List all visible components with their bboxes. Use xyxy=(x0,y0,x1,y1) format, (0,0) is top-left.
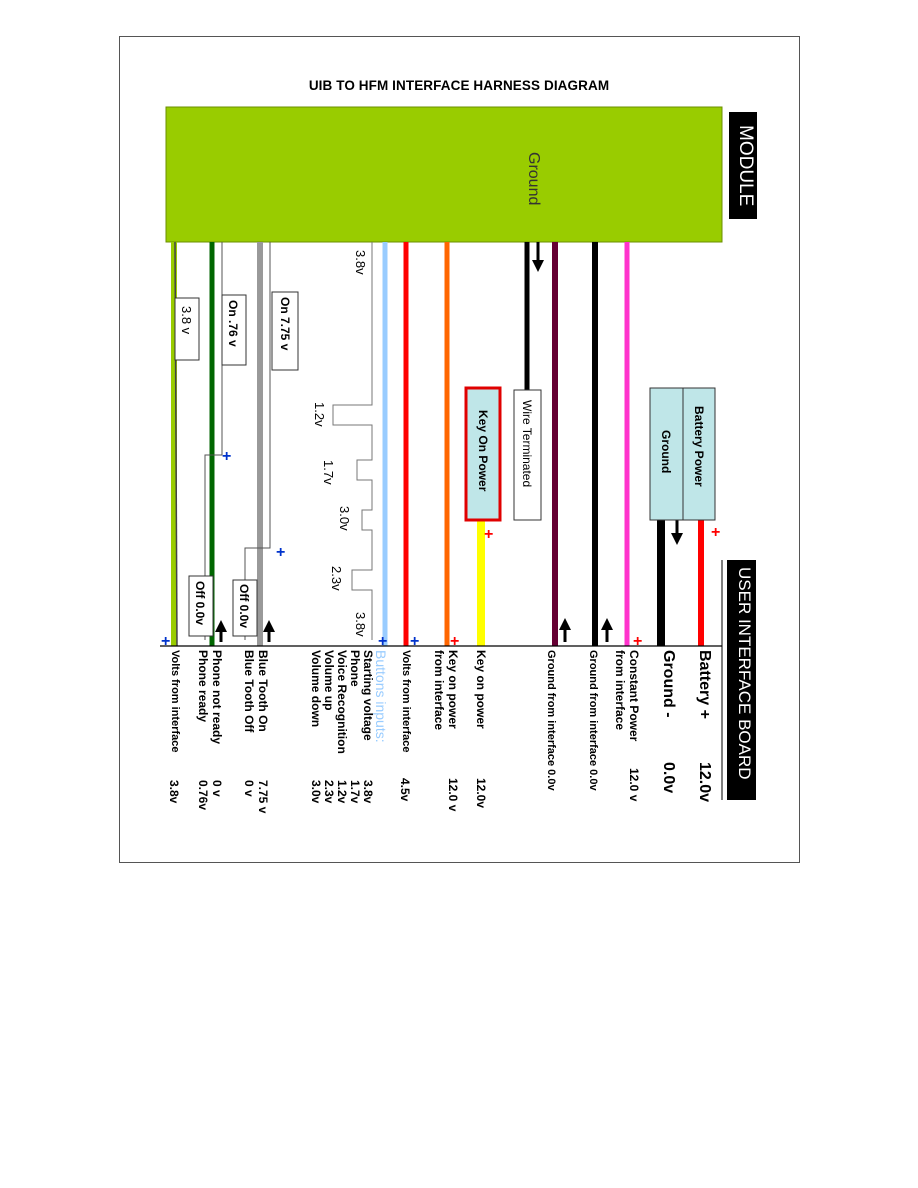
legend-value: 12.0 v xyxy=(627,768,641,802)
legend-value: 0.76v xyxy=(196,780,210,811)
plus-icon: + xyxy=(222,448,232,465)
legend-value: 1.7v xyxy=(348,780,362,804)
phone-off-label: Off 0.0v xyxy=(193,581,207,626)
legend-ground-minus xyxy=(659,650,677,794)
legend-bluetooth xyxy=(242,650,270,814)
bluetooth-on-label: On 7.75 v xyxy=(278,297,292,351)
legend-label: Ground from interface 0.0v xyxy=(587,650,599,791)
legend-buttons-inputs xyxy=(373,650,389,743)
plus-icon: + xyxy=(484,526,494,543)
button-step-label: 2.3v xyxy=(329,566,344,591)
legend-label: Constant Power xyxy=(627,650,641,742)
legend-battery-plus xyxy=(695,650,713,803)
legend-value: 3.8v xyxy=(167,780,181,804)
legend-key-on-power-interface xyxy=(432,650,460,812)
legend-value: 0 v xyxy=(242,780,256,797)
legend-value: 4.5v xyxy=(398,778,412,802)
up-arrow-icon xyxy=(263,620,275,642)
legend-label: Volts from interface xyxy=(400,650,412,753)
wire-terminated-label: Wire Terminated xyxy=(520,400,534,488)
legend-volts-interface-lime xyxy=(167,650,181,804)
legend-label: Ground from interface 0.0v xyxy=(545,650,557,791)
legend-value: 0 v xyxy=(210,780,224,797)
legend-label: Battery + xyxy=(696,650,713,719)
legend-label: Phone xyxy=(348,650,362,687)
legend-value: 12.0v xyxy=(696,762,713,803)
legend-value: 12.0v xyxy=(474,778,488,809)
legend-label: Volume up xyxy=(322,650,336,711)
legend-ground-interface-1 xyxy=(587,650,599,791)
plus-icon: + xyxy=(161,633,171,650)
legend-phone xyxy=(196,650,224,811)
legend-label: Ground - xyxy=(660,650,677,718)
legend-value: 2.3v xyxy=(322,780,336,804)
bluetooth-off-label: Off 0.0v xyxy=(237,584,251,629)
plus-icon: + xyxy=(450,633,460,650)
plus-icon: + xyxy=(410,633,420,650)
legend-key-on-power xyxy=(474,650,488,809)
button-step-label: 3.0v xyxy=(337,506,352,531)
down-arrow-icon xyxy=(532,242,544,272)
legend-value: 1.2v xyxy=(335,780,349,804)
button-step-label: 1.7v xyxy=(321,460,336,485)
legend-button-list xyxy=(309,650,375,804)
battery-power-label: Battery Power xyxy=(692,406,706,487)
uib-label: USER INTERFACE BOARD xyxy=(735,567,754,780)
button-step-label: 1.2v xyxy=(312,402,327,427)
legend-label: Blue Tooth On xyxy=(256,650,270,732)
legend-label: Key on power xyxy=(474,650,488,729)
down-arrow-icon xyxy=(671,520,683,545)
up-arrow-icon xyxy=(559,618,571,642)
legend-label: Volume down xyxy=(309,650,323,728)
up-arrow-icon xyxy=(601,618,613,642)
module-label: MODULE xyxy=(735,125,756,207)
phone-on-label: On .76 v xyxy=(226,300,240,347)
module-ground-label: Ground xyxy=(525,152,542,206)
ground-label: Ground xyxy=(659,430,673,474)
legend-value: 7.75 v xyxy=(256,780,270,814)
module-block xyxy=(166,107,722,242)
legend-label: Buttons inputs: xyxy=(373,650,389,743)
plus-icon: + xyxy=(633,633,643,650)
plus-icon: + xyxy=(711,524,721,541)
button-step-label: 3.8v xyxy=(353,612,368,637)
legend-value: 3.0v xyxy=(309,780,323,804)
legend-label: Blue Tooth Off xyxy=(242,650,256,733)
plus-icon: + xyxy=(276,544,286,561)
legend-label: Volts from interface xyxy=(169,650,181,753)
legend-value: 0.0v xyxy=(660,762,677,794)
legend-label: Voice Recognition xyxy=(335,650,349,754)
button-step-label: 3.8v xyxy=(353,250,368,275)
legend-volts-interface-red xyxy=(398,650,412,802)
key-on-power-label: Key On Power xyxy=(476,410,490,492)
legend-label: Phone ready xyxy=(196,650,210,723)
legend-label: Key on power xyxy=(446,650,460,729)
legend-value: 3.8v xyxy=(361,780,375,804)
legend-label-2: from interface xyxy=(432,650,446,731)
legend-ground-interface-2 xyxy=(545,650,557,791)
up-arrow-icon xyxy=(215,620,227,642)
legend-value: 12.0 v xyxy=(446,778,460,812)
legend-label-2: from interface xyxy=(613,650,627,731)
legend-constant-power xyxy=(613,650,641,802)
legend-label: Starting voltage xyxy=(361,650,375,741)
diagram-title: UIB TO HFM INTERFACE HARNESS DIAGRAM xyxy=(308,78,610,93)
volts-label: 3.8 v xyxy=(179,306,194,335)
plus-icon: + xyxy=(378,633,388,650)
legend-label: Phone not ready xyxy=(210,650,224,745)
